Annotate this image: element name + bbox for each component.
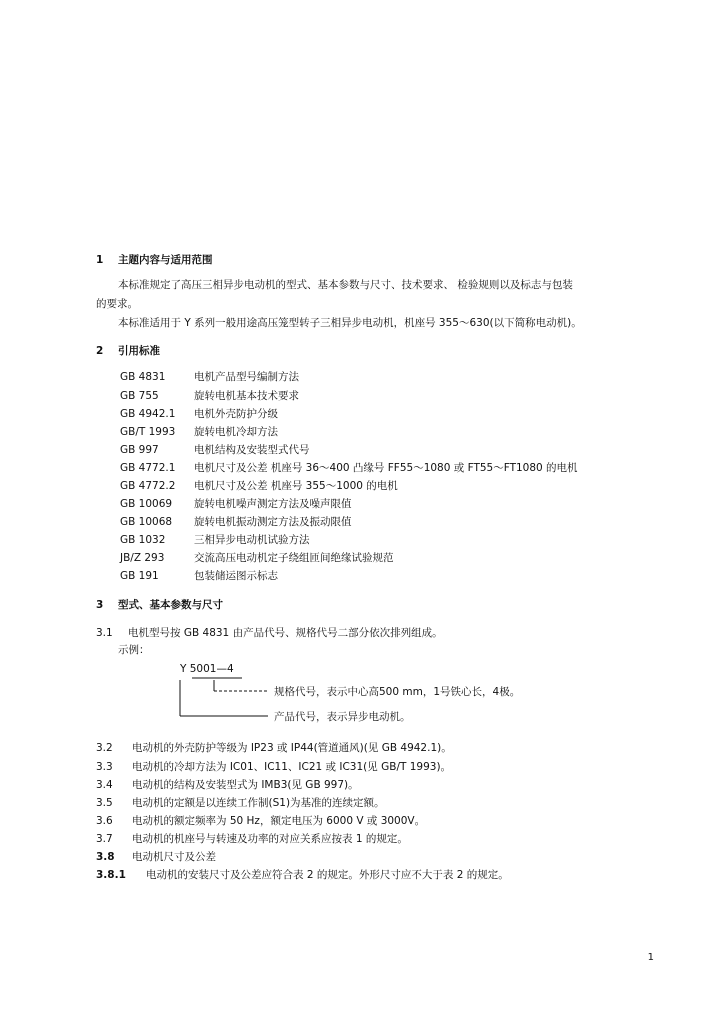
reference-code: GB 10068 [120,516,173,528]
reference-title: 包装储运图示标志 [194,570,278,582]
reference-code: JB/Z 293 [120,552,165,564]
reference-title: 电机产品型号编制方法 [194,371,299,383]
reference-title: 三相异步电动机试验方法 [194,534,310,546]
reference-title: 交流高压电动机定子绕组匝间绝缘试验规范 [194,552,394,564]
section-1-para1-line2: 的要求。 [96,298,138,310]
clause-3-8-text: 电动机尺寸及公差 [132,851,216,863]
reference-title: 旋转电机冷却方法 [194,426,278,438]
reference-title: 电机外壳防护分级 [194,408,278,420]
section-3-title: 型式、基本参数与尺寸 [118,599,223,611]
reference-title: 旋转电机振动测定方法及振动限值 [194,516,352,528]
reference-code: GB/T 1993 [120,426,176,438]
reference-title: 旋转电机基本技术要求 [194,390,299,402]
section-1-para2: 本标准适用于 Y 系列一般用途高压笼型转子三相异步电动机，机座号 355～630(以下简称电动机)。 [118,317,582,329]
section-2-number: 2 [96,345,104,357]
clause-3-4-number: 3.4 [96,779,113,791]
clause-3-1-text: 电机型号按 GB 4831 由产品代号、规格代号二部分依次排列组成。 [128,627,443,639]
clause-3-2-number: 3.2 [96,742,113,754]
reference-code: GB 4772.1 [120,462,176,474]
reference-title: 电机尺寸及公差 机座号 36～400 凸缘号 FF55～1080 或 FT55～FT1080 的电机 [194,462,578,474]
model-code-diagram [170,660,590,730]
reference-code: GB 4942.1 [120,408,176,420]
clause-3-2-text: 电动机的外壳防护等级为 IP23 或 IP44(管道通风)(见 GB 4942.1)。 [132,742,452,754]
section-3-number: 3 [96,599,104,611]
clause-3-1-number: 3.1 [96,627,113,639]
page-number: 1 [647,952,654,963]
reference-code: GB 4831 [120,371,166,383]
clause-3-7-text: 电动机的机座号与转速及功率的对应关系应按表 1 的规定。 [132,833,408,845]
product-code-label: 产品代号，表示异步电动机。 [274,711,411,723]
clause-3-4-text: 电动机的结构及安装型式为 IMB3(见 GB 997)。 [132,779,359,791]
spec-code-label: 规格代号，表示中心高500 mm，1号铁心长，4极。 [274,686,521,698]
clause-3-5-text: 电动机的定额是以连续工作制(S1)为基准的连续定额。 [132,797,385,809]
example-label: 示例： [118,644,150,656]
clause-3-8-number: 3.8 [96,851,115,863]
reference-title: 旋转电机噪声测定方法及噪声限值 [194,498,352,510]
section-2-title: 引用标准 [118,345,160,357]
section-1-title: 主题内容与适用范围 [118,254,213,266]
clause-3-3-number: 3.3 [96,761,113,773]
clause-3-8-1-number: 3.8.1 [96,869,126,881]
section-1-para1-line1: 本标准规定了高压三相异步电动机的型式、基本参数与尺寸、技术要求、 检验规则以及标志与包装 [118,279,573,291]
reference-code: GB 755 [120,390,159,402]
clause-3-6-text: 电动机的额定频率为 50 Hz，额定电压为 6000 V 或 3000V。 [132,815,426,827]
reference-code: GB 1032 [120,534,166,546]
model-code: Y 5001—4 [180,663,234,675]
reference-title: 电机结构及安装型式代号 [194,444,310,456]
clause-3-5-number: 3.5 [96,797,113,809]
clause-3-8-1-text: 电动机的安装尺寸及公差应符合表 2 的规定。外形尺寸应不大于表 2 的规定。 [146,869,509,881]
reference-code: GB 997 [120,444,159,456]
reference-title: 电机尺寸及公差 机座号 355～1000 的电机 [194,480,398,492]
reference-code: GB 4772.2 [120,480,176,492]
clause-3-7-number: 3.7 [96,833,113,845]
clause-3-3-text: 电动机的冷却方法为 IC01、IC11、IC21 或 IC31(见 GB/T 1993)。 [132,761,452,773]
clause-3-6-number: 3.6 [96,815,113,827]
section-1-number: 1 [96,254,104,266]
reference-code: GB 191 [120,570,159,582]
reference-code: GB 10069 [120,498,173,510]
